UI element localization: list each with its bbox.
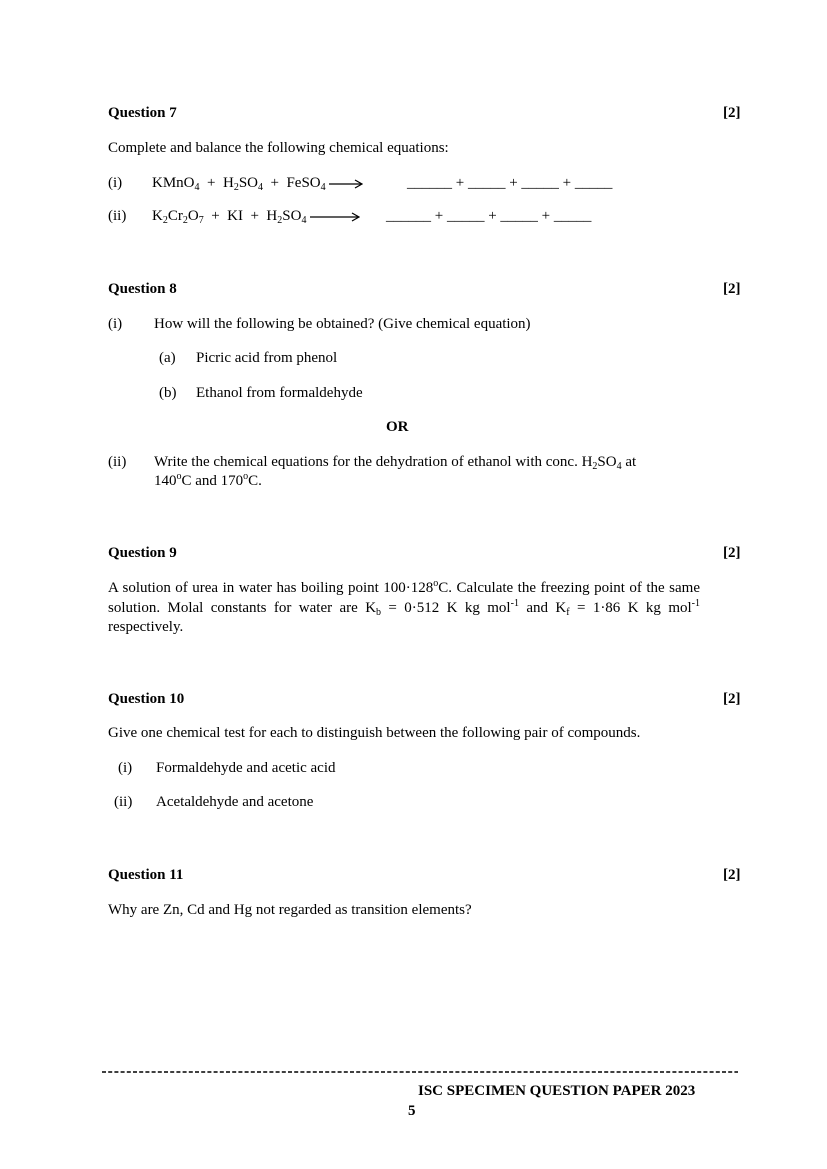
question-8-b-text: Ethanol from formaldehyde [196, 385, 363, 401]
question-11-title: Question 11 [108, 867, 184, 883]
question-7-marks: [2] [723, 105, 741, 121]
question-10-text: Give one chemical test for each to distinguish between the following pair of compounds. [108, 725, 641, 741]
question-7-instruction: Complete and balance the following chemical equations: [108, 140, 449, 156]
arrow-icon [329, 178, 363, 190]
question-10-marks: [2] [723, 691, 741, 707]
question-9-text: A solution of urea in water has boiling point $100\cdot 128^oC$. Calculate the freezing point of the same solution. Molal constants for water are $K_b = 0\cdot 512$ K kg mol$^{-1}$ and $K_f = 1\cdot 86$ K kg mol$^{-1}$ respectively. [108, 578, 700, 635]
question-11-marks: [2] [723, 867, 741, 883]
question-7-ii-products: ______ + _____ + _____ + _____ [386, 208, 592, 224]
page-number: 5 [408, 1103, 416, 1119]
question-9-marks: [2] [723, 545, 741, 561]
question-7-i-label: (i) [108, 175, 123, 191]
question-8-ii-text-line1: Write the chemical equations for the dehydration of ethanol with conc. $H_2SO_4$ at [154, 454, 637, 472]
question-8-ii-label: (ii) [108, 454, 127, 470]
question-7-title: Question 7 [108, 105, 177, 121]
question-8-a-text: Picric acid from phenol [196, 350, 338, 366]
question-10-title: Question 10 [108, 691, 185, 707]
question-8-ii-text-line2: 140$^o$C and 170$^o$C. [154, 471, 262, 489]
question-8-i-label: (i) [108, 316, 123, 332]
question-10-ii-text: Acetaldehyde and acetone [156, 794, 314, 810]
question-8-i-text: How will the following be obtained? (Give chemical equation) [154, 316, 531, 332]
question-7-ii-reactants: $K_2Cr_2O_7$ + KI + $H_2SO_4$ [152, 207, 360, 225]
question-11-text: Why are Zn, Cd and Hg not regarded as transition elements? [108, 902, 472, 918]
arrow-icon [310, 211, 360, 223]
question-7-i-reactants: KMnO$_4$ + $H_2SO_4$ + FeSO$_4$ [152, 174, 363, 192]
question-8-a-label: (a) [159, 350, 176, 366]
footer-paper-title: ISC SPECIMEN QUESTION PAPER 2023 [418, 1083, 696, 1099]
question-8-or: OR [386, 419, 409, 435]
question-10-i-text: Formaldehyde and acetic acid [156, 760, 336, 776]
question-7-ii-label: (ii) [108, 208, 127, 224]
question-8-b-label: (b) [159, 385, 177, 401]
question-8-title: Question 8 [108, 281, 177, 297]
question-7-i-products: ______ + _____ + _____ + _____ [407, 175, 613, 191]
question-10-ii-label: (ii) [114, 794, 133, 810]
question-9-title: Question 9 [108, 545, 177, 561]
question-8-marks: [2] [723, 281, 741, 297]
footer-divider [102, 1070, 738, 1074]
question-10-i-label: (i) [118, 760, 133, 776]
